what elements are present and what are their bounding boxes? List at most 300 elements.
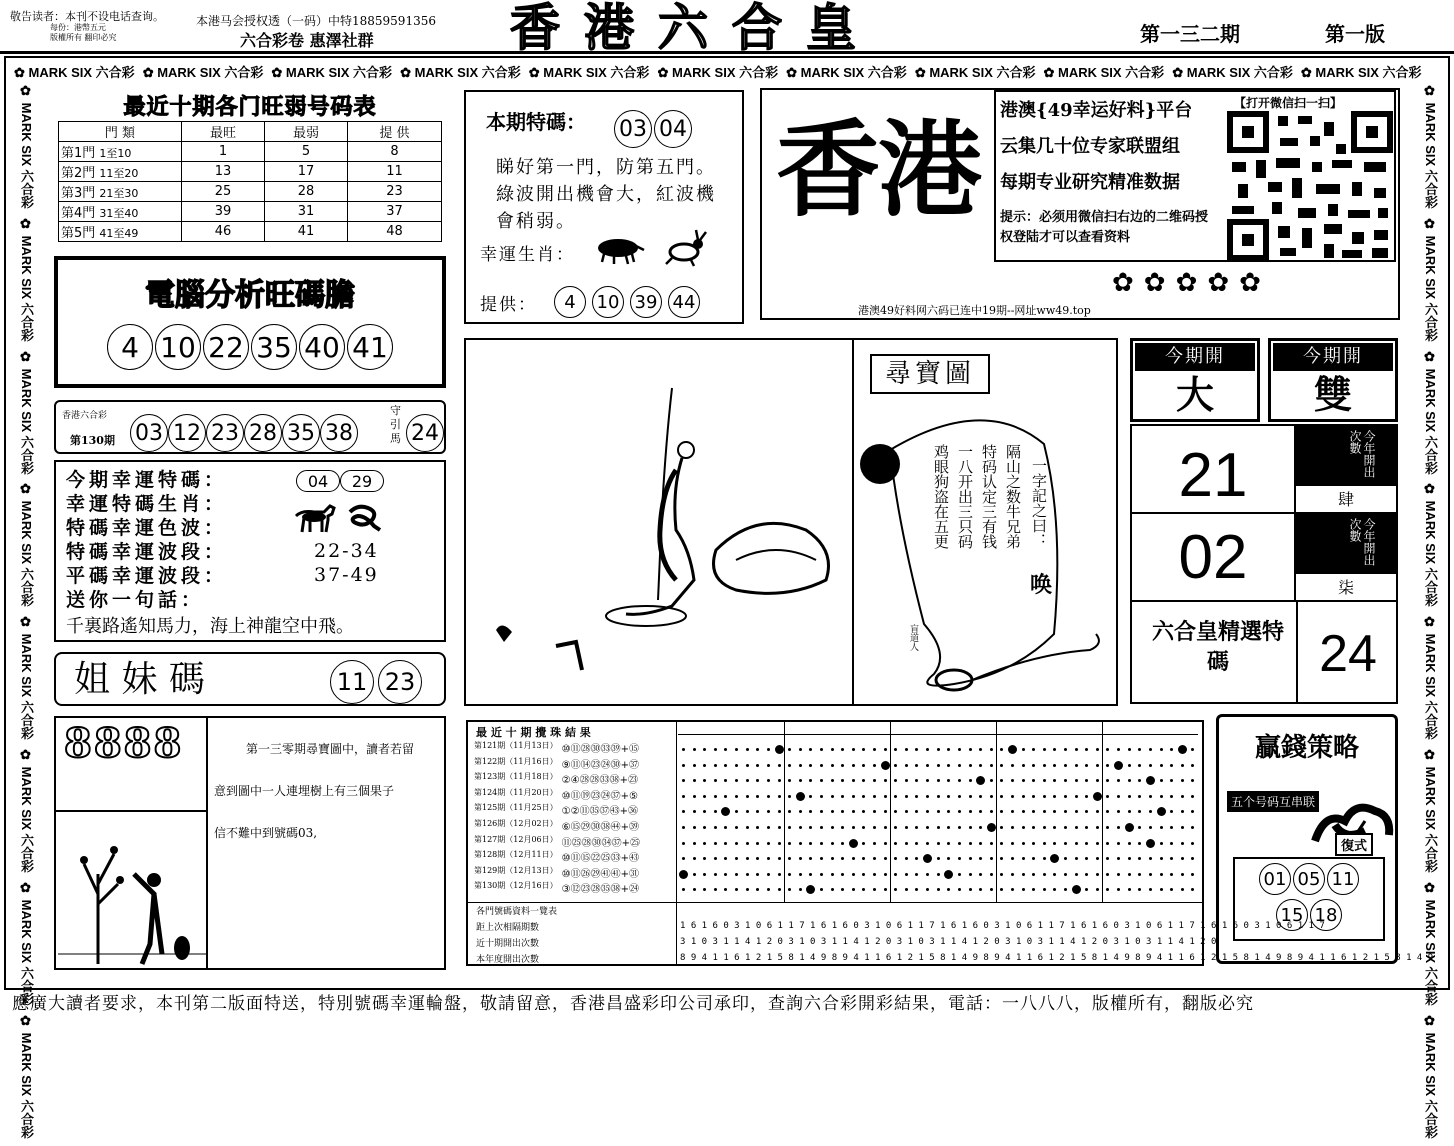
- grid-dot: [735, 873, 738, 876]
- grid-dot: [1128, 857, 1131, 860]
- number-ball: 15: [1276, 899, 1308, 931]
- grid-dot: [788, 888, 791, 891]
- promo-line3: 每期专业研究精准数据: [1000, 172, 1180, 193]
- grid-dot: [852, 764, 855, 767]
- table-row: [474, 880, 639, 895]
- max-cell: 25: [182, 182, 265, 202]
- grid-dot: [703, 857, 706, 860]
- lucky-label1: 今期幸運特碼：: [66, 469, 228, 491]
- grid-dot: [1181, 810, 1184, 813]
- grid-dot: [862, 764, 865, 767]
- grid-dot: [809, 857, 812, 860]
- border-mark-text: ✿ MARK SIX 六合彩: [786, 65, 907, 80]
- hotcold-header-row: [59, 122, 442, 142]
- notice: [10, 10, 220, 50]
- grid-dot: [969, 826, 972, 829]
- grid-dot: [799, 842, 802, 845]
- grid-dot: [714, 748, 717, 751]
- grid-dot: [1138, 873, 1141, 876]
- grid-dot: [820, 873, 823, 876]
- grid-dot: [735, 795, 738, 798]
- grid-dot: [1022, 748, 1025, 751]
- number21-label: 今年開出次數: [1296, 426, 1396, 486]
- border-mark-text: ✿ MARK SIX 六合彩: [1423, 216, 1438, 342]
- grid-dot: [1053, 779, 1056, 782]
- tree-man-illustration: [58, 814, 206, 968]
- grid-dot: [799, 748, 802, 751]
- number-ball: 11: [1327, 863, 1359, 895]
- grid-dot: [1170, 873, 1173, 876]
- grid-dot: [1138, 748, 1141, 751]
- grid-dot: [1096, 873, 1099, 876]
- grid-dot: [778, 779, 781, 782]
- table-row: [59, 142, 442, 162]
- grid-dot: [778, 857, 781, 860]
- grid-dot: [1085, 857, 1088, 860]
- hotcold-header: 提 供: [347, 122, 441, 142]
- lucky-wave5: 37-49: [314, 564, 379, 586]
- promo-big-text: 香港: [776, 108, 981, 231]
- promo-panel: [760, 88, 1400, 320]
- grid-dot: [947, 826, 950, 829]
- grid-dot: [714, 779, 717, 782]
- grid-dot: [1128, 873, 1131, 876]
- scene-panel: [464, 338, 1118, 706]
- result-label: 第122期（11月16日）: [474, 756, 558, 766]
- grid-dot: [1106, 826, 1109, 829]
- grid-dot: [1138, 826, 1141, 829]
- grid-dot: [1128, 888, 1131, 891]
- result-hit-dot: [1008, 745, 1017, 754]
- result-hit-dot: [721, 807, 730, 816]
- grid-dot: [693, 873, 696, 876]
- grid-dot: [820, 826, 823, 829]
- treasure-panel: [852, 340, 1116, 704]
- grid-dot: [979, 826, 982, 829]
- grid-dot: [926, 764, 929, 767]
- grid-dot: [926, 810, 929, 813]
- number-ball: 4: [554, 286, 586, 318]
- result-hit-dot: [1146, 839, 1155, 848]
- grid-dot: [905, 857, 908, 860]
- border-mark-text: ✿ MARK SIX 六合彩: [19, 482, 34, 608]
- grid-dot: [937, 748, 940, 751]
- strategy-title: 贏錢策略: [1254, 733, 1359, 763]
- grid-dot: [1032, 748, 1035, 751]
- grid-dot: [873, 810, 876, 813]
- result-numbers: ①②⑪㉟㊲㊸+㊱: [561, 806, 638, 818]
- number-ball: 04: [654, 110, 692, 148]
- hint-line1: 第一三零期尋寶圖中，讀者若留: [246, 742, 415, 756]
- grid-dot: [1053, 888, 1056, 891]
- grid-dot: [937, 764, 940, 767]
- grid-dot: [1181, 888, 1184, 891]
- hint-panel: [54, 716, 446, 970]
- promo-footer: 港澳49好料网六码已连中19期--网址ww49.top: [858, 304, 1091, 317]
- grid-dot: [841, 888, 844, 891]
- grid-dot: [778, 810, 781, 813]
- grid-dot: [1138, 779, 1141, 782]
- grid-dot: [1064, 842, 1067, 845]
- grid-dot: [1096, 764, 1099, 767]
- grid-dot: [756, 888, 759, 891]
- grid-dot: [809, 779, 812, 782]
- lucky-label2: 幸運特碼生肖：: [66, 493, 228, 515]
- grid-dot: [1106, 810, 1109, 813]
- grid-dot: [852, 873, 855, 876]
- grid-dot: [915, 857, 918, 860]
- result-label: 第128期（12月11日）: [474, 850, 558, 860]
- guard-label: 守引馬: [390, 404, 401, 445]
- poem-col5: 鸡眼狗盗在五更: [932, 444, 950, 549]
- grid-dot: [1170, 857, 1173, 860]
- result-hit-dot: [849, 839, 858, 848]
- grid-dot: [788, 779, 791, 782]
- gate-range: 1至10: [99, 147, 132, 160]
- header: [0, 0, 1454, 57]
- grid-dot: [1096, 842, 1099, 845]
- grid-dot: [1106, 795, 1109, 798]
- result-hit-dot: [679, 870, 688, 879]
- grid-dot: [1032, 842, 1035, 845]
- grid-dot: [693, 748, 696, 751]
- grid-dot: [831, 842, 834, 845]
- grid-dot: [831, 748, 834, 751]
- grid-dot: [1075, 748, 1078, 751]
- grid-dot: [820, 842, 823, 845]
- grid-dot: [873, 826, 876, 829]
- grid-dot: [735, 857, 738, 860]
- grid-dot: [1000, 764, 1003, 767]
- open1-value: 大: [1175, 372, 1214, 417]
- grid-dot: [1032, 795, 1035, 798]
- table-row: [474, 802, 638, 817]
- table-row: [59, 162, 442, 182]
- grid-dot: [756, 779, 759, 782]
- hint-line3: 信不難中到號碼03,: [214, 826, 318, 840]
- grid-dot: [1191, 748, 1194, 751]
- grid-dot: [1064, 810, 1067, 813]
- grid-dot: [724, 748, 727, 751]
- results-bottom-divider: [468, 902, 1202, 903]
- grid-dot: [1138, 764, 1141, 767]
- result-numbers: ⑪㉕㉘㉚㉞㊲+㉕: [561, 837, 641, 849]
- grid-dot: [693, 888, 696, 891]
- grid-dot: [703, 795, 706, 798]
- grid-dot: [1181, 764, 1184, 767]
- grid-dot: [714, 873, 717, 876]
- computer-panel: [54, 256, 446, 388]
- number-ball: 35: [282, 414, 320, 452]
- strategy-panel: [1216, 714, 1398, 964]
- grid-dot: [724, 779, 727, 782]
- grid-dot: [1085, 779, 1088, 782]
- grid-dot: [915, 764, 918, 767]
- grid-dot: [852, 857, 855, 860]
- border-mark-text: ✿ MARK SIX 六合彩: [1423, 349, 1438, 475]
- poem-col4: 一八开出三只码: [956, 444, 974, 549]
- grid-dot: [703, 764, 706, 767]
- issue-number: 第一三二期: [1140, 22, 1240, 46]
- grid-dot: [1128, 795, 1131, 798]
- number21: 21: [1132, 426, 1296, 514]
- grid-dot: [682, 810, 685, 813]
- grid-dot: [767, 795, 770, 798]
- grid-dot: [1043, 826, 1046, 829]
- grid-dot: [1117, 748, 1120, 751]
- border-mark-text: ✿ MARK SIX 六合彩: [914, 65, 1036, 80]
- grid-dot: [809, 748, 812, 751]
- grid-dot: [884, 779, 887, 782]
- grid-dot: [894, 779, 897, 782]
- number-ball: 23: [378, 660, 422, 704]
- hotcold-header: 最弱: [264, 122, 347, 142]
- grid-dot: [1085, 826, 1088, 829]
- poem-col2: 隔山之数牛兄弟: [1004, 444, 1022, 549]
- grid-dot: [947, 795, 950, 798]
- hotcold-title: 最近十期各门旺弱号码表: [123, 94, 377, 120]
- grid-dot: [809, 873, 812, 876]
- grid-dot: [778, 826, 781, 829]
- border-mark-text: ✿ MARK SIX 六合彩: [271, 65, 393, 80]
- grid-dot: [905, 810, 908, 813]
- number-ball: 40: [299, 324, 345, 370]
- gate-name: 第4門: [61, 206, 96, 221]
- grid-dot: [905, 888, 908, 891]
- grid-dot: [767, 748, 770, 751]
- min-cell: 5: [264, 142, 347, 162]
- grid-dot: [1160, 888, 1163, 891]
- result-numbers: ⑩⑪㉘㉚㉝㊴+⑮: [561, 744, 639, 755]
- snake-icon: [344, 502, 384, 534]
- result-hit-dot: [806, 885, 815, 894]
- grid-dot: [1160, 857, 1163, 860]
- grid-dot: [1191, 888, 1194, 891]
- zodiac-label: 幸運生肖：: [480, 245, 575, 265]
- give-cell: 11: [347, 162, 441, 182]
- grid-dot: [1138, 888, 1141, 891]
- grid-dot: [788, 826, 791, 829]
- grid-dot: [682, 748, 685, 751]
- border-mark-text: ✿ MARK SIX 六合彩: [1423, 880, 1438, 1006]
- grid-dot: [1032, 779, 1035, 782]
- grid-dot: [809, 764, 812, 767]
- grid-dot: [1096, 888, 1099, 891]
- border-mark-text: ✿ MARK SIX 六合彩: [528, 65, 650, 80]
- grid-dot: [1160, 748, 1163, 751]
- grid-dot: [1022, 810, 1025, 813]
- grid-dot: [767, 764, 770, 767]
- grid-dot: [884, 873, 887, 876]
- numbers-panel: [1130, 424, 1398, 704]
- grid-dot: [1043, 873, 1046, 876]
- result-label: 第127期（12月06日）: [474, 834, 558, 844]
- grid-dot: [1191, 810, 1194, 813]
- grid-dot: [990, 888, 993, 891]
- number02-count: 柒: [1296, 574, 1396, 602]
- grid-dot: [937, 873, 940, 876]
- give-cell: 23: [347, 182, 441, 202]
- grid-dot: [767, 888, 770, 891]
- grid-dot: [1181, 842, 1184, 845]
- result-hit-dot: [1178, 745, 1187, 754]
- grid-dot: [1160, 779, 1163, 782]
- grid-dot: [767, 810, 770, 813]
- table-row: [474, 865, 639, 880]
- grid-dot: [1064, 764, 1067, 767]
- special-text: 睇好第一門，防第五門。綠波開出機會大，紅波機會稍弱。: [496, 157, 716, 232]
- result-hit-dot: [987, 823, 996, 832]
- grid-dot: [894, 810, 897, 813]
- result-hit-dot: [1114, 761, 1123, 770]
- border-mark-text: ✿ MARK SIX 六合彩: [1172, 65, 1293, 80]
- grid-dot: [926, 826, 929, 829]
- grid-dot: [937, 779, 940, 782]
- grid-dot: [1000, 826, 1003, 829]
- grid-dot: [1011, 826, 1014, 829]
- grid-dot: [1149, 795, 1152, 798]
- grid-dot: [1106, 873, 1109, 876]
- min-cell: 28: [264, 182, 347, 202]
- gate-name: 第1門: [61, 146, 96, 161]
- results-left-divider: [676, 722, 677, 964]
- grid-dot: [809, 842, 812, 845]
- grid-dot: [778, 888, 781, 891]
- grid-dot: [852, 795, 855, 798]
- grid-dot: [915, 888, 918, 891]
- max-cell: 13: [182, 162, 265, 182]
- top-border-strip: [14, 62, 1442, 82]
- lucky-label5: 平碼幸運波段：: [66, 565, 228, 587]
- number-ball: 11: [330, 660, 374, 704]
- grid-dot: [979, 764, 982, 767]
- grid-dot: [852, 826, 855, 829]
- results-dot-grid: [678, 722, 1202, 902]
- grid-dot: [979, 810, 982, 813]
- grid-dot: [756, 748, 759, 751]
- result-label: 第125期（11月25日）: [474, 803, 558, 813]
- grid-dot: [693, 842, 696, 845]
- number-ball: 04: [296, 470, 340, 492]
- grid-dot: [714, 888, 717, 891]
- grid-dot: [862, 826, 865, 829]
- grid-dot: [1096, 748, 1099, 751]
- notice-line1: 敬告读者：本刊不设电话查询。: [10, 10, 164, 23]
- border-mark-text: ✿ MARK SIX 六合彩: [19, 1013, 34, 1139]
- grid-dot: [884, 826, 887, 829]
- grid-dot: [1128, 764, 1131, 767]
- number-ball: 03: [130, 414, 168, 452]
- hotcold-panel: [54, 90, 446, 240]
- notice-line2: 每份：港幣五元: [50, 23, 106, 32]
- grid-dot: [831, 779, 834, 782]
- license-line: 本港马会授权透（一码）中特18859591356: [196, 14, 436, 28]
- grid-dot: [969, 764, 972, 767]
- boar-icon: [592, 232, 646, 266]
- grid-dot: [788, 748, 791, 751]
- border-mark-text: ✿ MARK SIX 六合彩: [1423, 84, 1438, 209]
- give-cell: 48: [347, 222, 441, 242]
- grid-dot: [1000, 888, 1003, 891]
- grid-dot: [873, 795, 876, 798]
- grid-dot: [756, 873, 759, 876]
- sister-title: 姐 妹 碼: [74, 659, 205, 700]
- grid-dot: [735, 842, 738, 845]
- grid-dot: [1053, 764, 1056, 767]
- grid-dot: [703, 873, 706, 876]
- promo-line2: 云集几十位专家联盟组: [1000, 136, 1180, 157]
- grid-dot: [703, 842, 706, 845]
- grid-dot: [831, 873, 834, 876]
- grid-dot: [831, 795, 834, 798]
- grid-dot: [788, 857, 791, 860]
- grid-dot: [788, 795, 791, 798]
- grid-dot: [746, 810, 749, 813]
- grid-dot: [990, 810, 993, 813]
- grid-dot: [958, 795, 961, 798]
- grid-dot: [1117, 795, 1120, 798]
- grid-dot: [724, 873, 727, 876]
- grid-dot: [703, 810, 706, 813]
- grid-dot: [862, 888, 865, 891]
- grid-dot: [746, 826, 749, 829]
- grid-dot: [947, 764, 950, 767]
- grid-dot: [937, 826, 940, 829]
- grid-dot: [1117, 779, 1120, 782]
- grid-dot: [693, 795, 696, 798]
- grid-dot: [958, 748, 961, 751]
- grid-dot: [905, 748, 908, 751]
- grid-dot: [873, 779, 876, 782]
- grid-dot: [1000, 748, 1003, 751]
- result-numbers: ⑥⑮㉙㉚㊳㊹+㊴: [561, 822, 639, 833]
- grid-dot: [1032, 810, 1035, 813]
- grid-dot: [969, 857, 972, 860]
- grid-dot: [1043, 764, 1046, 767]
- grid-dot: [682, 888, 685, 891]
- grid-dot: [1064, 826, 1067, 829]
- grid-dot: [1032, 888, 1035, 891]
- grid-dot: [990, 842, 993, 845]
- provide-label: 提供：: [480, 295, 537, 315]
- grid-dot: [1181, 857, 1184, 860]
- grid-dot: [841, 748, 844, 751]
- number-ball: 29: [340, 470, 384, 492]
- grid-dot: [1170, 888, 1173, 891]
- table-row: [59, 222, 442, 242]
- result-hit-dot: [1125, 823, 1134, 832]
- grid-dot: [767, 842, 770, 845]
- result-numbers: ②④㉘㉘㉝㊳+㉓: [561, 775, 638, 787]
- grid-dot: [990, 795, 993, 798]
- number-ball: 38: [320, 414, 358, 452]
- open1-label: 今期開: [1135, 343, 1255, 371]
- grid-dot: [1000, 795, 1003, 798]
- grid-dot: [1096, 826, 1099, 829]
- promo-tip: 提示：必须用微信扫右边的二维码授权登陆才可以查看资料: [1000, 210, 1209, 245]
- grid-dot: [778, 795, 781, 798]
- border-mark-text: ✿ MARK SIX 六合彩: [19, 349, 34, 475]
- grid-dot: [1191, 826, 1194, 829]
- grid-dot: [1011, 779, 1014, 782]
- grid-dot: [1096, 857, 1099, 860]
- grid-dot: [894, 857, 897, 860]
- grid-dot: [926, 888, 929, 891]
- result-numbers: ⑩⑪⑮㉒㉕㉝+㊸: [561, 853, 639, 865]
- grid-dot: [947, 810, 950, 813]
- qr-label: 【打开微信扫一扫】: [1234, 96, 1343, 110]
- grid-dot: [990, 779, 993, 782]
